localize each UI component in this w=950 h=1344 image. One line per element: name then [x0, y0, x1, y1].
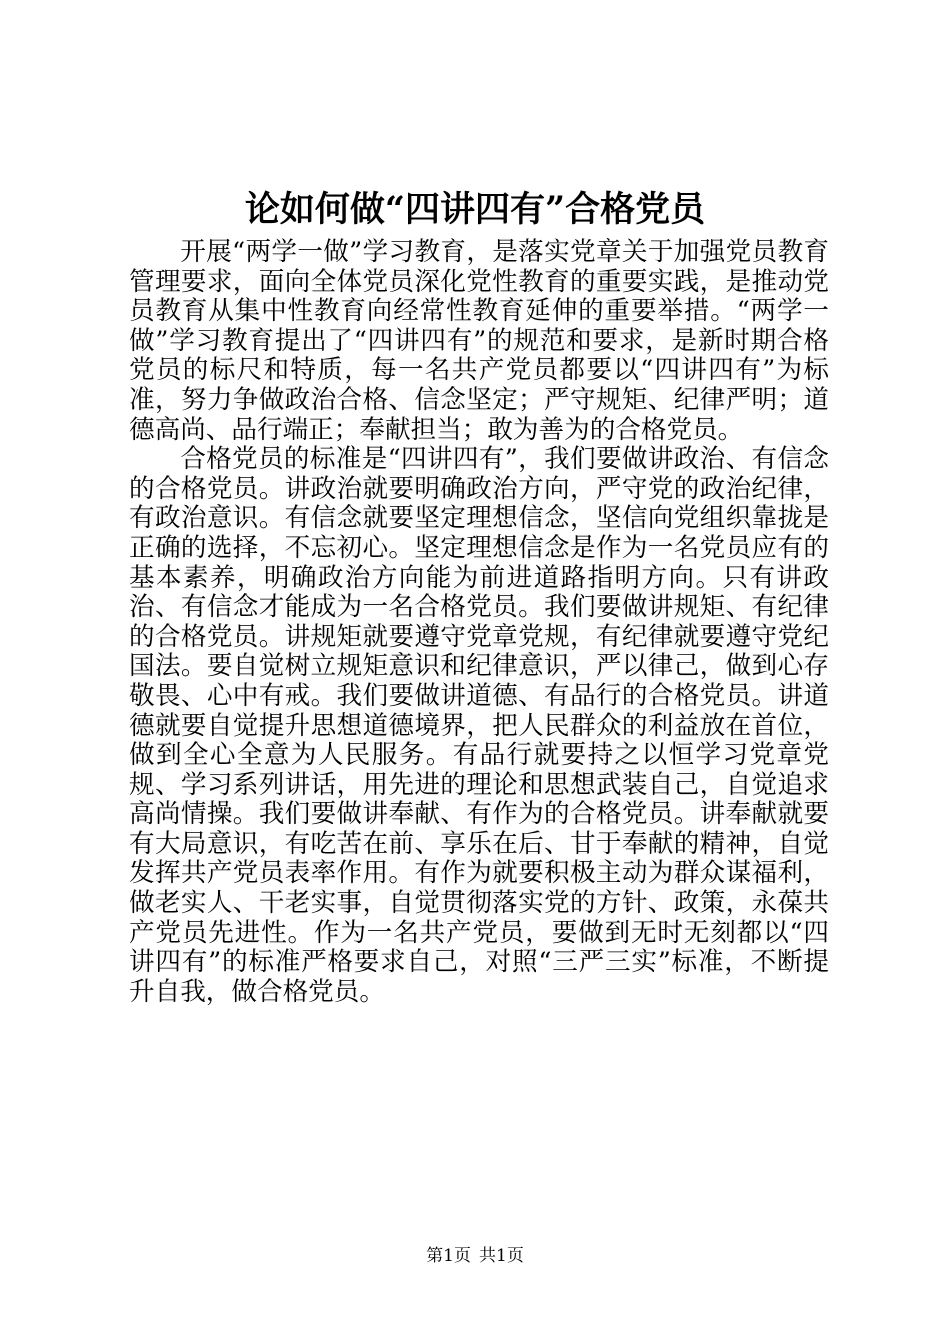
page-footer — [0, 1244, 950, 1268]
document-body — [129, 238, 829, 1007]
paragraph: 开展“两学一做”学习教育，是落实党章关于加强党员教育管理要求，面向全体党员深化党性教育的重要实践，是推动党员教育从集中性教育向经常性教育延伸的重要举措。“两学一做”学习教育提出了“四讲四有”的规范和要求，是新时期合格党员的标尺和特质，每一名共产党员都要以“四讲四有”为标准，努力争做政治合格、信念坚定；严守规矩、纪律严明；道德高尚、品行端正；奉献担当；敢为善为的合格党员。 — [129, 237, 829, 445]
paragraph: 合格党员的标准是“四讲四有”，我们要做讲政治、有信念的合格党员。讲政治就要明确政治方向，严守党的政治纪律，有政治意识。有信念就要坚定理想信念，坚信向党组织靠拢是正确的选择，不忘初心。坚定理想信念是作为一名党员应有的基本素养，明确政治方向能为前进道路指明方向。只有讲政治、有信念才能成为一名合格党员。我们要做讲规矩、有纪律的合格党员。讲规矩就要遵守党章党规，有纪律就要遵守党纪国法。要自觉树立规矩意识和纪律意识，严以律己，做到心存敬畏、心中有戒。我们要做讲道德、有品行的合格党员。讲道德就要自觉提升思想道德境界，把人民群众的利益放在首位，做到全心全意为人民服务。有品行就要持之以恒学习党章党规、学习系列讲话，用先进的理论和思想武装自己，自觉追求高尚情操。我们要做讲奉献、有作为的合格党员。讲奉献就要有大局意识，有吃苦在前、享乐在后、甘于奉献的精神，自觉发挥共产党员表率作用。有作为就要积极主动为群众谋福利，做老实人、干老实事，自觉贯彻落实党的方针、政策，永葆共产党员先进性。作为一名共产党员，要做到无时无刻都以“四讲四有”的标准严格要求自己，对照“三严三实”标准，不断提升自我，做合格党员。 — [129, 444, 829, 1007]
document-title: 论如何做“四讲四有”合格党员 — [244, 189, 706, 230]
page-total: 共1页 — [479, 1246, 524, 1266]
page-number: 第1页 — [426, 1246, 471, 1266]
